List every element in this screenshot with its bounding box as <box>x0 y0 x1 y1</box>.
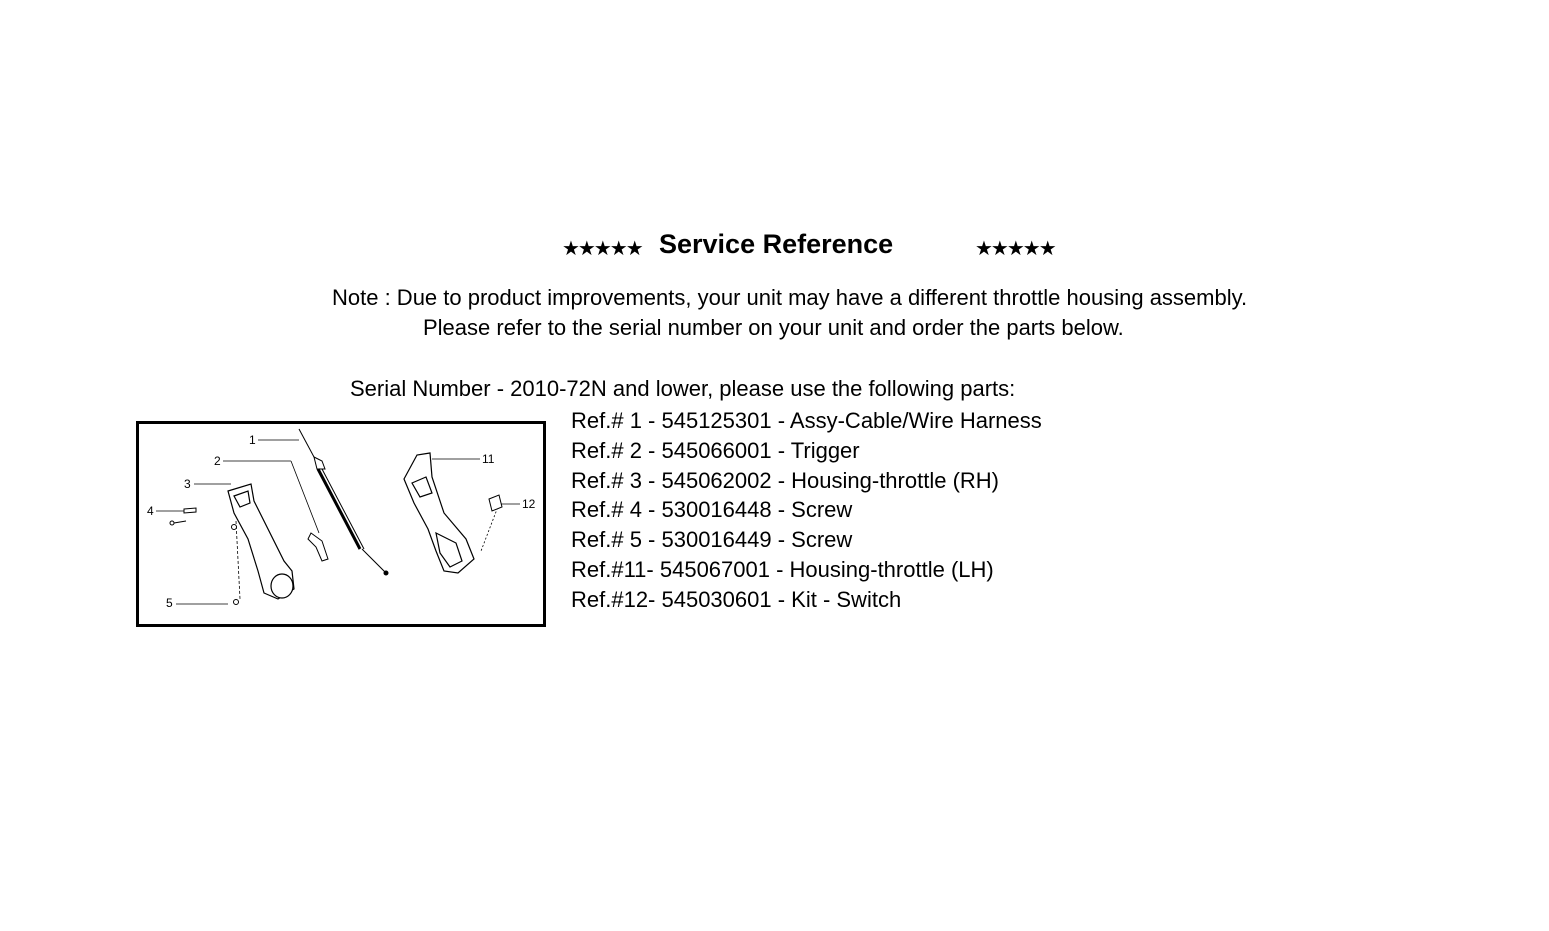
callout-1: 1 <box>249 433 256 447</box>
part-item: Ref.# 1 - 545125301 - Assy-Cable/Wire Harness <box>571 408 1042 433</box>
callout-3: 3 <box>184 477 191 491</box>
callout-5: 5 <box>166 596 173 610</box>
callout-11: 11 <box>482 452 495 466</box>
note-line-2: Please refer to the serial number on your unit and order the parts below. <box>423 315 1124 340</box>
throttle-assembly-diagram <box>136 421 546 627</box>
stars-left: ★★★★★ <box>562 238 642 260</box>
parts-list <box>571 406 1042 615</box>
part-item: Ref.# 5 - 530016449 - Screw <box>571 527 853 553</box>
part-item: Ref.# 2 - 545066001 - Trigger <box>571 437 860 463</box>
callout-4: 4 <box>147 504 154 518</box>
part-item: Ref.#12- 545030601 - Kit - Switch <box>571 586 902 612</box>
stars-right: ★★★★★ <box>975 238 1055 260</box>
serial-number-line: Serial Number - 2010-72N and lower, please use the following parts: <box>350 376 1016 401</box>
part-item: Ref.#11- 545067001 - Housing-throttle (LH) <box>571 556 994 582</box>
page-title: Service Reference <box>659 229 894 259</box>
note-line-1: Note : Due to product improvements, your unit may have a different throttle housing assembly. <box>332 285 1248 310</box>
part-item: Ref.# 4 - 530016448 - Screw <box>571 497 853 523</box>
callout-2: 2 <box>214 454 221 468</box>
part-item: Ref.# 3 - 545062002 - Housing-throttle (RH) <box>571 467 999 493</box>
callout-12: 12 <box>522 497 536 511</box>
